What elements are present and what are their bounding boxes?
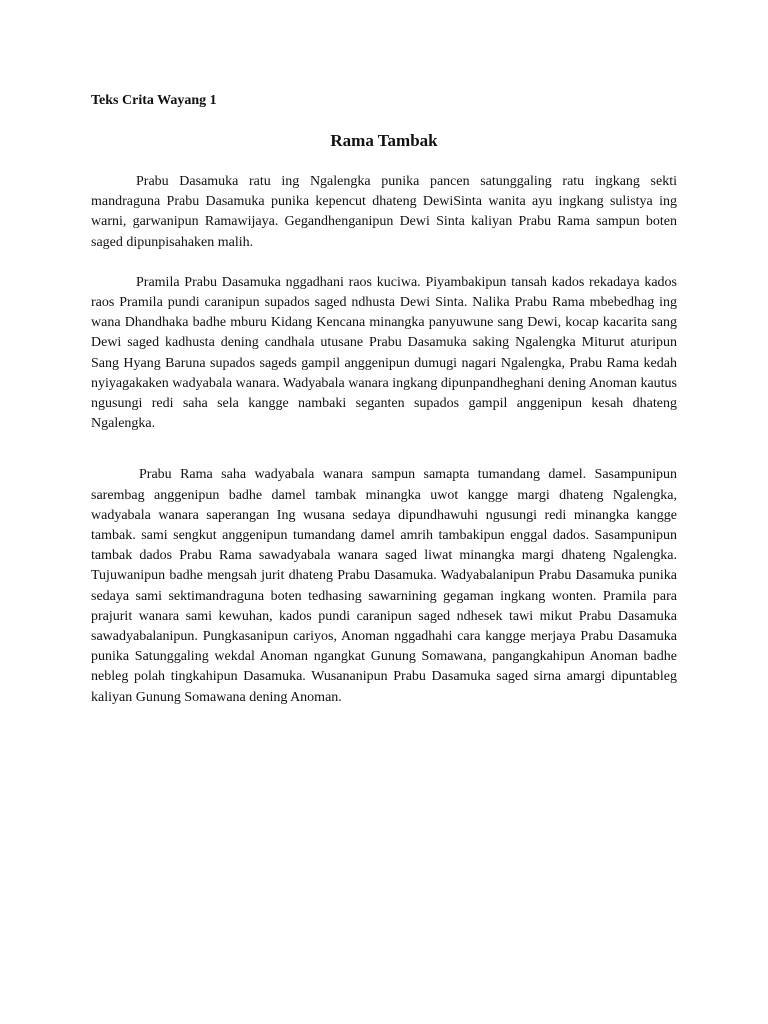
document-page xyxy=(91,91,677,708)
paragraph-1: Prabu Dasamuka ratu ing Ngalengka punika pancen satunggaling ratu ingkang sekti mandraguna Prabu Dasamuka punika kepencut dhateng DewiSinta wanita ayu ingkang sulistya ing warni, garwanipun Ramawijaya. Gegandhenganipun Dewi Sinta kaliyan Prabu Rama sampun boten saged dipunpisahaken malih. xyxy=(91,174,677,250)
document-label: Teks Crita Wayang 1 xyxy=(91,93,217,108)
paragraph-3: Prabu Rama saha wadyabala wanara sampun samapta tumandang damel. Sasampunipun sarembag anggenipun badhe damel tambak minangka uwot kangge margi dhateng Ngalengka, wadyabala wanara saperangan Ing wusana sedaya dipundhawuhi ngusungi redi minangka kangge tambak. sami sengkut anggenipun tumandang damel amrih tambakipun enggal dados. Sasampunipun tambak dados Prabu Rama sawadyabala wanara saged liwat minangka margi dhateng Ngalengka. Tujuwanipun badhe mengsah jurit dhateng Prabu Dasamuka. Wadyabalanipun Prabu Dasamuka punika sedaya sami sektimandraguna boten tedhasing sawarnining gegaman ingkang wonten. Pramila para prajurit wanara sami kewuhan, kados pundi caranipun saged ndhesek tawi mikut Prabu Dasamuka sawadyabalanipun. Pungkasanipun cariyos, Anoman nggadhahi cara kangge merjaya Prabu Dasamuka punika Satunggaling wekdal Anoman ngangkat Gunung Somawana, pangangkahipun Anoman badhe nebleg polah tingkahipun Dasamuka. Wusananipun Prabu Dasamuka saged sirna amargi dipuntableg kaliyan Gunung Somawana dening Anoman. xyxy=(91,467,677,705)
paragraph-2: Pramila Prabu Dasamuka nggadhani raos kuciwa. Piyambakipun tansah kados rekadaya kados raos Pramila pundi caranipun supados saged ndhusta Dewi Sinta. Nalika Prabu Rama mbebedhag ing wana Dhandhaka badhe mburu Kidang Kencana minangka panyuwune sang Dewi, kocap kacarita sang Dewi saged kadhusta dening candhala utusane Prabu Dasamuka saking Ngalengka Miturut aturipun Sang Hyang Baruna supados sageds gampil anggenipun dumugi nagari Ngalengka, Prabu Rama kedah nyiyagakaken wadyabala wanara. Wadyabala wanara ingkang dipunpandheghani dening Anoman kautus ngusungi redi saha sela kangge nambaki seganten supados gampil anggenipun kesah dhateng Ngalengka. xyxy=(91,274,677,432)
document-title: Rama Tambak xyxy=(330,131,438,150)
